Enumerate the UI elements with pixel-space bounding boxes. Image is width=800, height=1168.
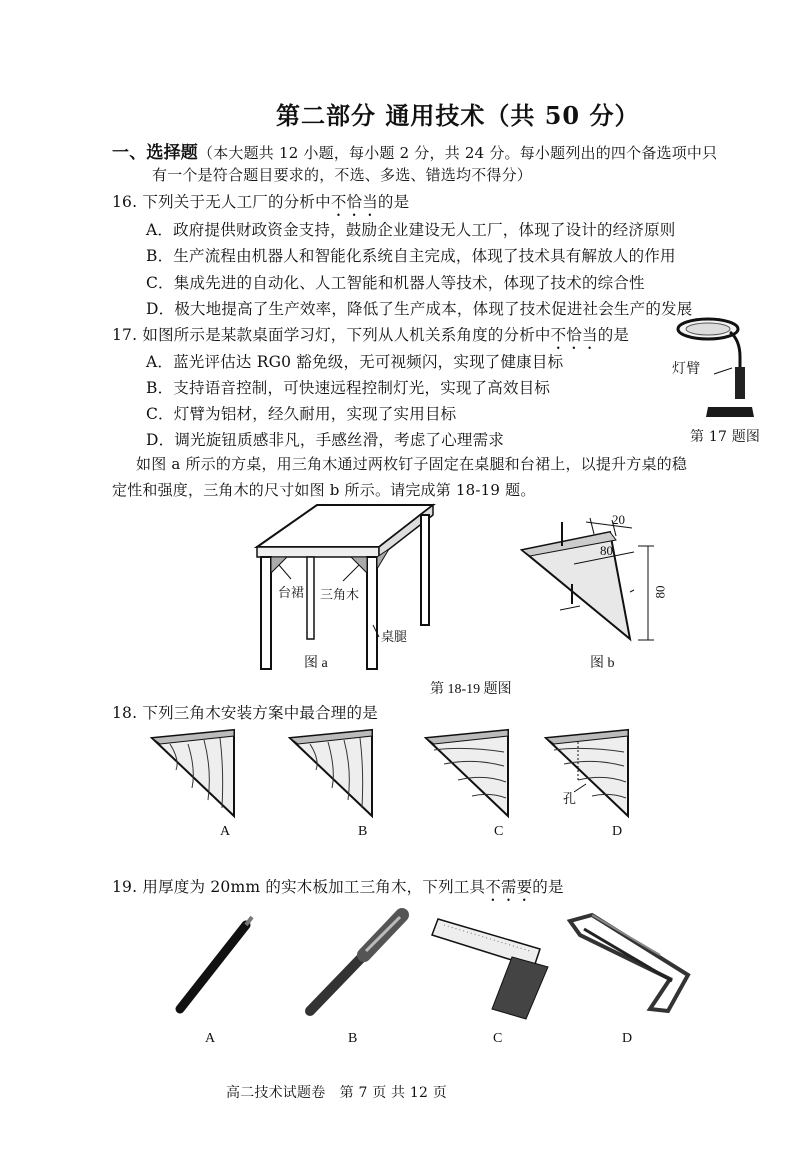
q19-stem <box>112 875 564 905</box>
q16-stem-a: 下列关于无人工厂的分析中 <box>142 193 331 211</box>
fig-18-19-caption: 第 18-19 题图 <box>430 682 512 697</box>
q19-choice-b: B <box>348 1031 358 1046</box>
q16-stem-emphasis: 不恰当 <box>330 193 378 211</box>
fig-a-caption: 图 a <box>304 656 328 671</box>
q18-option-c-drawing <box>426 730 508 816</box>
q19-stem-a: 用厚度为 20mm 的实木板加工三角木，下列工具 <box>142 878 486 896</box>
fig-b-dim-height: 80 <box>652 585 668 599</box>
q17-stem-b: 的是 <box>597 326 630 344</box>
q16-stem <box>112 190 409 220</box>
page-footer: 高二技术试题卷 第 7 页 共 12 页 <box>226 1085 447 1101</box>
q16-option-d: D．极大地提高了生产效率，降低了生产成本，体现了技术促进社会生产的发展 <box>146 300 693 318</box>
q18-choice-d: D <box>612 824 623 839</box>
q18-stem <box>112 701 378 723</box>
q18-hole-label: 孔 <box>563 791 577 806</box>
q18-options-figure <box>150 730 650 825</box>
q18-choice-a: A <box>220 824 231 839</box>
q19-stem-b: 的是 <box>532 878 564 896</box>
q18-number: 18. <box>112 704 138 722</box>
q18-option-d-drawing <box>546 730 628 816</box>
section-note-line2: 有一个是符合题目要求的，不选、多选、错选均不得分） <box>152 166 533 184</box>
q19-tools-figure <box>160 905 700 1025</box>
q19-choice-d: D <box>622 1031 633 1046</box>
fig-a-label-apron: 台裙 <box>278 585 305 600</box>
section-label: 一、选择题 <box>112 143 198 163</box>
q16-number: 16. <box>112 193 138 211</box>
q17-number: 17. <box>112 326 138 344</box>
q19-stem-emphasis: 不需要 <box>485 878 533 896</box>
q17-stem-emphasis: 不恰当 <box>550 326 598 344</box>
lamp-arm-label: 灯臂 <box>672 361 701 377</box>
q16-option-c: C．集成先进的自动化、人工智能和机器人等技术，体现了技术的综合性 <box>146 274 645 292</box>
section-note-line1: （本大题共 12 小题，每小题 2 分，共 24 分。每小题列出的四个备选项中只 <box>198 144 718 162</box>
q18-option-b-drawing <box>290 730 372 816</box>
q17-option-c: C．灯臂为铝材，经久耐用，实现了实用目标 <box>146 405 457 423</box>
page-title: 第二部分 通用技术（共 50 分） <box>276 101 640 130</box>
q16-option-b: B．生产流程由机器人和智能化系统自主完成，体现了技术具有解放人的作用 <box>146 247 676 265</box>
q17-option-b: B．支持语音控制，可快速远程控制灯光，实现了高效目标 <box>146 379 551 397</box>
fig-b-caption: 图 b <box>590 656 615 671</box>
q18-option-a-drawing <box>152 730 234 816</box>
tool-c-square-drawing <box>432 919 548 1019</box>
fig-a-label-triangle: 三角木 <box>320 587 360 602</box>
q18-19-intro-line2: 定性和强度，三角木的尺寸如图 b 所示。请完成第 18-19 题。 <box>112 481 536 499</box>
q16-stem-b: 的是 <box>377 193 410 211</box>
q19-number: 19. <box>112 878 138 896</box>
tool-b-file-drawing <box>310 915 402 1011</box>
fig-b-dim-width: 80 <box>600 543 613 558</box>
q19-choice-c: C <box>493 1031 503 1046</box>
q17-stem-a: 如图所示是某款桌面学习灯，下列从人机关系角度的分析中 <box>142 326 551 344</box>
q16-option-a: A．政府提供财政资金支持，鼓励企业建设无人工厂，体现了设计的经济原则 <box>146 221 676 239</box>
q17-figure-caption: 第 17 题图 <box>690 429 761 445</box>
tool-d-hacksaw-drawing <box>570 915 688 1011</box>
q18-19-intro-line1: 如图 a 所示的方桌，用三角木通过两枚钉子固定在桌腿和台裙上，以提升方桌的稳 <box>136 455 688 473</box>
q17-stem <box>112 323 629 353</box>
figure-b-triangle <box>520 512 670 662</box>
section-header <box>112 138 717 163</box>
tool-a-pencil-drawing <box>180 917 252 1009</box>
q17-option-a: A．蓝光评估达 RG0 豁免级，无可视频闪，实现了健康目标 <box>146 353 564 371</box>
q17-option-d: D．调光旋钮质感非凡，手感丝滑，考虑了心理需求 <box>146 431 505 449</box>
q19-choice-a: A <box>205 1031 216 1046</box>
fig-b-dim-thickness: 20 <box>612 512 625 527</box>
q18-choice-b: B <box>358 824 368 839</box>
q18-stem-text: 下列三角木安装方案中最合理的是 <box>142 704 378 722</box>
fig-a-label-leg: 桌腿 <box>381 629 408 644</box>
q18-choice-c: C <box>494 824 504 839</box>
